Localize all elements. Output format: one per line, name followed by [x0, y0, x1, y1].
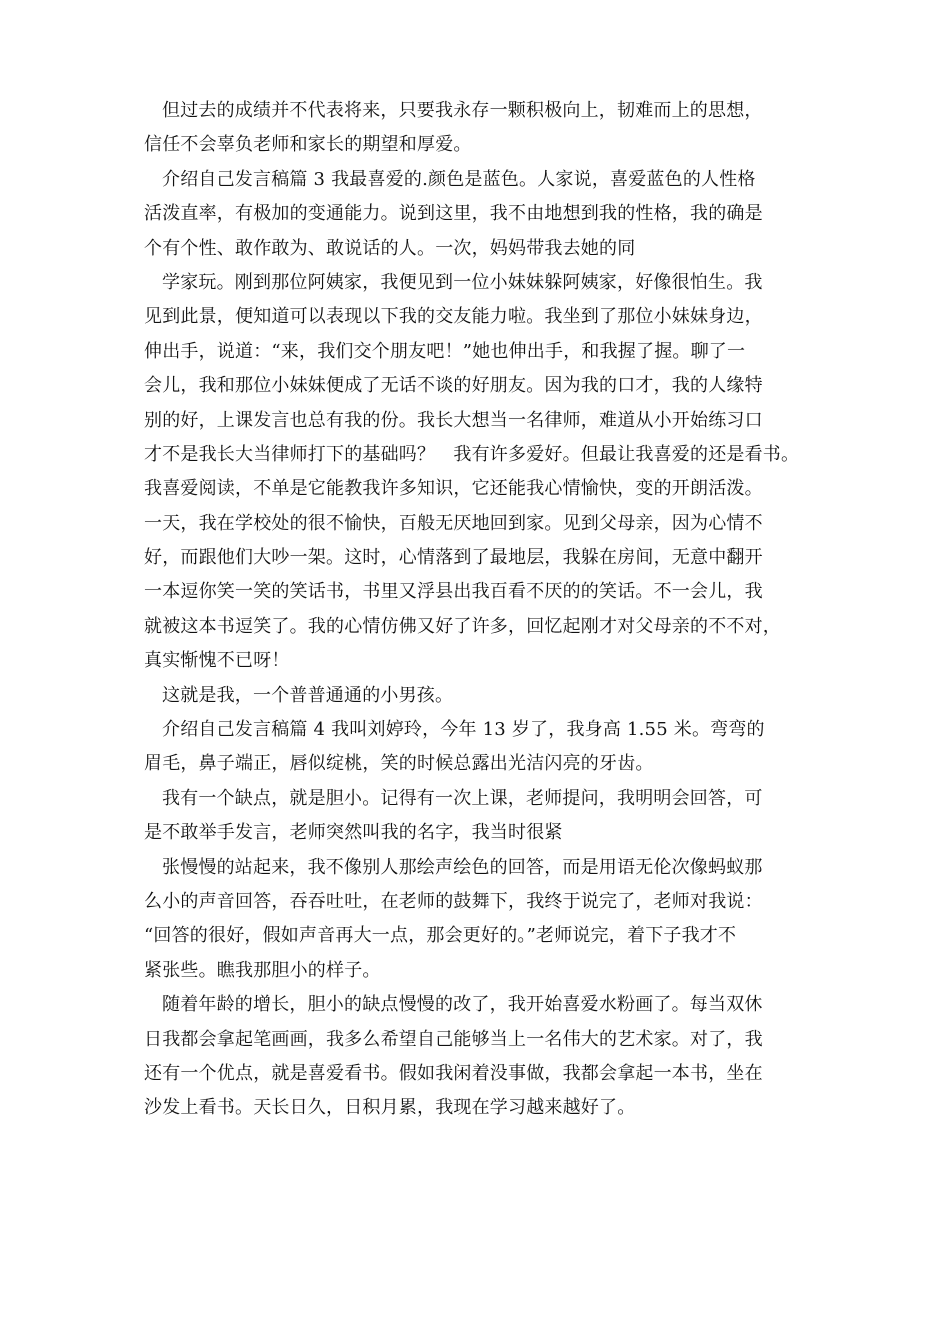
text-line: 我有一个缺点，就是胆小。记得有一次上课，老师提问，我明明会回答，可 [162, 787, 763, 809]
text-line: 但过去的成绩并不代表将来，只要我永存一颗积极向上，韧难而上的思想， [162, 100, 763, 121]
text-line: 一天，我在学校处的很不愉快，百般无厌地回到家。见到父母亲，因为心情不 [144, 512, 763, 534]
text-line: “回答的很好，假如声音再大一点，那会更好的。”老师说完，着下子我才不 [144, 925, 737, 947]
text-line: 介绍自己发言稿篇 4 我叫刘婷玲，今年 13 岁了，我身高 1.55 米。弯弯的 [162, 719, 765, 741]
text-line: 这就是我，一个普普通通的小男孩。 [162, 684, 454, 706]
text-line: 会儿，我和那位小妹妹便成了无话不谈的好朋友。因为我的口才，我的人缘特 [144, 375, 763, 397]
document-body [144, 94, 824, 1126]
text-line: 沙发上看书。天长日久，日积月累，我现在学习越来越好了。 [144, 1097, 636, 1119]
text-line: 才不是我长大当律师打下的基础吗？ 我有许多爱好。但最让我喜爱的还是看书。 [144, 443, 800, 465]
text-line: 还有一个优点，就是喜爱看书。假如我闲着没事做，我都会拿起一本书，坐在 [144, 1062, 763, 1084]
text-line: 个有个性、敢作敢为、敢说话的人。一次，妈妈带我去她的同 [144, 237, 636, 259]
text-line: 学家玩。刚到那位阿姨家，我便见到一位小妹妹躲阿姨家，好像很怕生。我 [162, 271, 763, 293]
text-line: 就被这本书逗笑了。我的心情仿佛又好了许多，回忆起刚才对父母亲的不不对， [144, 615, 781, 637]
text-line: 好，而跟他们大吵一架。这时，心情落到了最地层，我躲在房间，无意中翻开 [144, 547, 763, 569]
text-line: 一本逗你笑一笑的笑话书，书里又浮县出我百看不厌的的笑话。不一会儿，我 [144, 581, 763, 603]
text-line: 紧张些。瞧我那胆小的样子。 [144, 959, 381, 981]
text-line: 信任不会辜负老师和家长的期望和厚爱。 [144, 134, 472, 156]
text-line: 么小的声音回答，吞吞吐吐，在老师的鼓舞下，我终于说完了，老师对我说： [144, 890, 763, 912]
text-line: 随着年龄的增长，胆小的缺点慢慢的改了，我开始喜爱水粉画了。每当双休 [162, 994, 763, 1016]
text-line: 眉毛，鼻子端正，唇似绽桃，笑的时候总露出光洁闪亮的牙齿。 [144, 753, 654, 775]
text-line: 活泼直率，有极加的变通能力。说到这里，我不由地想到我的性格，我的确是 [144, 203, 763, 225]
text-line: 是不敢举手发言，老师突然叫我的名字，我当时很紧 [144, 822, 563, 844]
text-line: 见到此景，便知道可以表现以下我的交友能力啦。我坐到了那位小妹妹身边， [144, 306, 763, 328]
text-line: 真实惭愧不已呀！ [144, 650, 290, 672]
text-line: 别的好，上课发言也总有我的份。我长大想当一名律师，难道从小开始练习口 [144, 409, 763, 431]
text-line: 日我都会拿起笔画画，我多么希望自己能够当上一名伟大的艺术家。对了，我 [144, 1028, 763, 1050]
text-line: 介绍自己发言稿篇 3 我最喜爱的.颜色是蓝色。人家说，喜爱蓝色的人性格 [162, 168, 756, 190]
text-line: 张慢慢的站起来，我不像别人那绘声绘色的回答，而是用语无伦次像蚂蚁那 [162, 856, 763, 878]
text-line: 伸出手，说道：“来，我们交个朋友吧！”她也伸出手，和我握了握。聊了一 [144, 340, 746, 362]
text-line: 我喜爱阅读，不单是它能教我许多知识，它还能我心情愉快，变的开朗活泼。 [144, 478, 763, 500]
